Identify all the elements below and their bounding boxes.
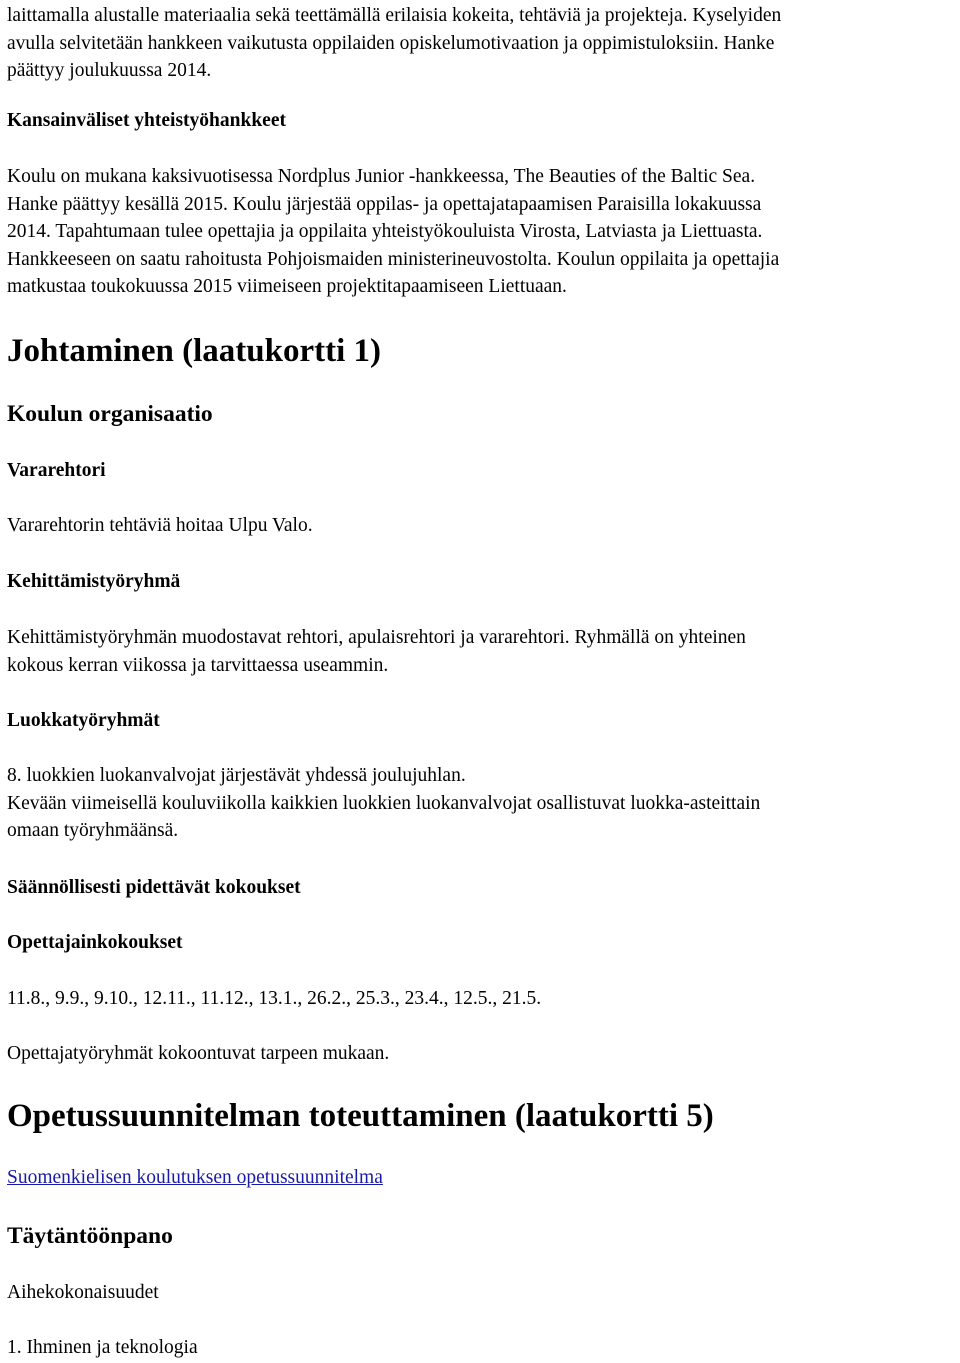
leadership-title: Johtaminen (laatukortti 1) bbox=[7, 333, 381, 369]
paragraph-line: kokous kerran viikossa ja tarvittaessa useammin. bbox=[7, 654, 389, 676]
leadership-title-block bbox=[7, 331, 955, 371]
curriculum-link-line bbox=[7, 1164, 955, 1192]
implementation-heading: Täytäntöönpano bbox=[7, 1223, 173, 1249]
organisation-heading-block bbox=[7, 399, 955, 429]
international-paragraph bbox=[7, 163, 955, 301]
class-groups-paragraph bbox=[7, 762, 955, 845]
paragraph-line: 8. luokkien luokanvalvojat järjestävät yhdessä joulujuhlan. bbox=[7, 765, 466, 786]
class-groups-heading: Luokkatyöryhmät bbox=[7, 710, 160, 731]
paragraph-line: matkustaa toukokuussa 2015 viimeiseen projektitapaamiseen Liettuaan. bbox=[7, 276, 567, 298]
international-heading bbox=[7, 107, 955, 135]
teacher-meetings-heading-block bbox=[7, 929, 955, 957]
regular-meetings-heading-block bbox=[7, 874, 955, 902]
teacher-meeting-dates: 11.8., 9.9., 9.10., 12.11., 11.12., 13.1., 26.2., 25.3., 23.4., 12.5., 21.5. bbox=[7, 988, 542, 1009]
curriculum-link-block bbox=[7, 1164, 955, 1192]
paragraph-line: avulla selvitetään hankkeen vaikutusta oppilaiden opiskelumotivaation ja oppimistuloksiin. Hanke bbox=[7, 32, 775, 54]
curriculum-link[interactable]: Suomenkielisen koulutuksen opetussuunnitelma bbox=[7, 1167, 383, 1188]
curriculum-title: Opetussuunnitelman toteuttaminen (laatukortti 5) bbox=[7, 1098, 714, 1134]
curriculum-title-block bbox=[7, 1096, 955, 1136]
first-theme: 1. Ihminen ja teknologia bbox=[7, 1337, 198, 1358]
teacher-meetings-note-block bbox=[7, 1040, 955, 1068]
intro-paragraph bbox=[7, 2, 955, 85]
vice-principal-heading: Vararehtori bbox=[7, 460, 106, 481]
first-theme-block bbox=[7, 1334, 955, 1362]
paragraph-line: Koulu on mukana kaksivuotisessa Nordplus Junior -hankkeessa, The Beauties of the Baltic Sea. bbox=[7, 166, 756, 187]
paragraph-line: laittamalla alustalle materiaalia sekä teettämällä erilaisia kokeita, tehtäviä ja projekteja. Kyselyiden bbox=[7, 5, 782, 26]
themes-label: Aihekokonaisuudet bbox=[7, 1282, 159, 1303]
section-heading: Kansainväliset yhteistyöhankkeet bbox=[7, 110, 286, 131]
paragraph-line: omaan työryhmäänsä. bbox=[7, 820, 179, 842]
paragraph-line: päättyy joulukuussa 2014. bbox=[7, 60, 212, 82]
vice-principal-heading-block bbox=[7, 457, 955, 485]
teacher-meetings-note: Opettajatyöryhmät kokoontuvat tarpeen mukaan. bbox=[7, 1043, 390, 1064]
vice-principal-text-block bbox=[7, 512, 955, 540]
vice-principal-text: Vararehtorin tehtäviä hoitaa Ulpu Valo. bbox=[7, 515, 313, 536]
paragraph-line: Kehittämistyöryhmän muodostavat rehtori, apulaisrehtori ja vararehtori. Ryhmällä on yhteinen bbox=[7, 627, 746, 648]
paragraph-line: Hankkeeseen on saatu rahoitusta Pohjoismaiden ministerineuvostolta. Koulun oppilaita ja opettajia bbox=[7, 248, 780, 270]
class-groups-heading-block bbox=[7, 707, 955, 735]
themes-label-block bbox=[7, 1279, 955, 1307]
paragraph-line: Kevään viimeisellä kouluviikolla kaikkien luokkien luokanvalvojat osallistuvat luokka-asteittain bbox=[7, 792, 761, 814]
teacher-meetings-dates-block bbox=[7, 985, 955, 1013]
development-group-paragraph bbox=[7, 624, 955, 679]
teacher-meetings-heading: Opettajainkokoukset bbox=[7, 932, 183, 953]
organisation-heading: Koulun organisaatio bbox=[7, 401, 213, 427]
development-group-heading-block bbox=[7, 568, 955, 596]
regular-meetings-heading: Säännöllisesti pidettävät kokoukset bbox=[7, 877, 301, 898]
implementation-heading-block bbox=[7, 1221, 955, 1251]
paragraph-line: 2014. Tapahtumaan tulee opettajia ja oppilaita yhteistyökouluista Virosta, Latviasta ja Liettuasta. bbox=[7, 221, 763, 243]
development-group-heading: Kehittämistyöryhmä bbox=[7, 571, 181, 592]
paragraph-line: Hanke päättyy kesällä 2015. Koulu järjestää oppilas- ja opettajatapaamisen Paraisilla lokakuussa bbox=[7, 193, 762, 215]
